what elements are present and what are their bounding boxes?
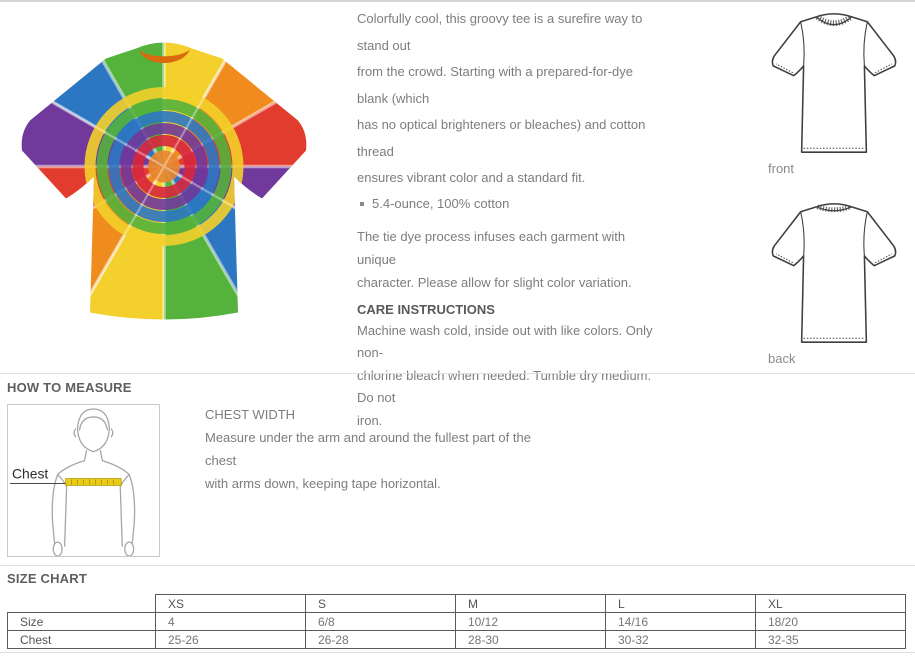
bottom-divider	[0, 652, 915, 653]
table-cell: 26-28	[306, 631, 456, 649]
chest-width-title: CHEST WIDTH	[205, 407, 296, 422]
chest-width-instructions	[205, 403, 565, 495]
table-row-size	[8, 613, 906, 631]
size-chart-table	[7, 594, 906, 649]
text-line: from the crowd. Starting with a prepared-for-dye blank (which	[357, 64, 634, 106]
tie-dye-note-paragraph	[357, 225, 659, 294]
front-view-figure	[764, 8, 910, 176]
text-line: iron.	[357, 412, 383, 428]
column-header-xs: XS	[156, 595, 306, 613]
text-line: Colorfully cool, this groovy tee is a surefire way to stand out	[357, 11, 643, 53]
table-cell: 10/12	[456, 613, 606, 631]
size-chart-header-row	[8, 595, 906, 613]
product-description	[357, 0, 659, 432]
table-cell: 14/16	[606, 613, 756, 631]
text-line: ensures vibrant color and a standard fit.	[357, 170, 586, 185]
table-cell: 18/20	[756, 613, 906, 631]
column-header-l: L	[606, 595, 756, 613]
back-view-illustration	[764, 198, 904, 350]
chest-figure-label: Chest	[11, 465, 49, 482]
tie-dye-shirt-illustration	[14, 18, 314, 334]
section-divider	[0, 373, 915, 374]
column-header-s: S	[306, 595, 456, 613]
measure-figure-box	[7, 404, 160, 557]
table-row-chest	[8, 631, 906, 649]
table-cell: 28-30	[456, 631, 606, 649]
product-photo-tie-dye-shirt	[14, 18, 314, 334]
care-instructions-heading: CARE INSTRUCTIONS	[357, 301, 495, 317]
feature-item	[357, 197, 659, 211]
text-line: Measure under the arm and around the fullest part of the chest	[205, 430, 531, 468]
description-paragraph	[357, 6, 659, 192]
column-header-m: M	[456, 595, 606, 613]
text-line: character. Please allow for slight color variation.	[357, 274, 632, 290]
feature-list	[357, 197, 659, 211]
text-line: has no optical brighteners or bleaches) and cotton thread	[357, 117, 646, 159]
how-to-measure-heading: HOW TO MEASURE	[7, 380, 132, 395]
measure-figure-illustration	[8, 405, 159, 556]
column-header-xl: XL	[756, 595, 906, 613]
empty-header-cell	[8, 595, 156, 613]
table-cell: 30-32	[606, 631, 756, 649]
measuring-tape	[66, 479, 122, 486]
text-line: The tie dye process infuses each garment with unique	[357, 228, 626, 267]
section-divider	[0, 565, 915, 566]
text-line: with arms down, keeping tape horizontal.	[205, 476, 441, 491]
feature-text: 5.4-ounce, 100% cotton	[372, 195, 510, 211]
table-cell: 4	[156, 613, 306, 631]
front-view-label: front	[768, 161, 795, 176]
back-view-label: back	[768, 351, 796, 366]
text-line: chlorine bleach when needed. Tumble dry medium. Do not	[357, 367, 652, 405]
table-cell: 32-35	[756, 631, 906, 649]
size-chart-heading: SIZE CHART	[7, 571, 87, 586]
table-cell: 6/8	[306, 613, 456, 631]
row-label: Size	[8, 613, 156, 631]
bullet-square-icon	[360, 202, 364, 206]
text-line: Machine wash cold, inside out with like colors. Only non-	[357, 322, 653, 360]
front-view-illustration	[764, 8, 904, 160]
tie-dye-spiral	[14, 18, 314, 334]
row-label: Chest	[8, 631, 156, 649]
table-cell: 25-26	[156, 631, 306, 649]
back-view-figure	[764, 198, 910, 366]
garment-views	[764, 8, 910, 366]
